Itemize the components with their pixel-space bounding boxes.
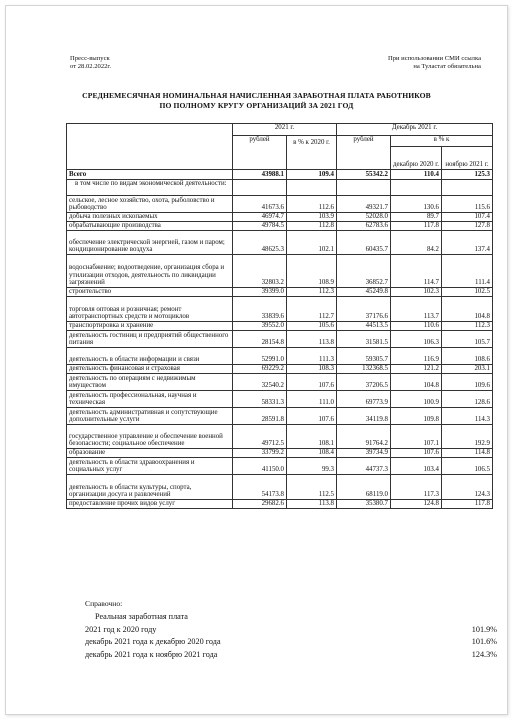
- wage-table: [66, 123, 493, 509]
- value-pct-nov2021: 124.3: [442, 475, 493, 500]
- activity-name: предоставление прочих видов услуг: [67, 500, 233, 509]
- value-rub-dec: 36852.7: [337, 255, 391, 288]
- activity-name: добыча полезных ископаемых: [67, 213, 233, 222]
- value-rub-dec: 60435.7: [337, 231, 391, 255]
- header-pct-to: в % к: [391, 136, 493, 147]
- activity-name: деятельность гостиниц и предприятий общественного питания: [67, 331, 233, 348]
- activity-name: деятельность по операциям с недвижимым имуществом: [67, 374, 233, 391]
- value-pct-dec2020: 102.3: [391, 288, 442, 297]
- value-rub-2021: 41150.0: [233, 458, 287, 475]
- value-rub-dec: 62783.6: [337, 222, 391, 231]
- media-notice: [388, 55, 481, 71]
- empty-cell: [442, 180, 493, 196]
- value-rub-dec: 68119.0: [337, 475, 391, 500]
- total-label: Всего: [67, 170, 233, 180]
- value-rub-2021: 49712.5: [233, 425, 287, 449]
- value-pct-dec2020: 124.8: [391, 500, 442, 509]
- value-pct-2020: 103.9: [287, 213, 337, 222]
- activity-name: строительство: [67, 288, 233, 297]
- table-row: [67, 425, 493, 449]
- press-release-label: Пресс-выпуск: [70, 55, 110, 62]
- table-row: [67, 391, 493, 408]
- activity-name: образование: [67, 449, 233, 458]
- value-pct-nov2021: 108.6: [442, 348, 493, 365]
- header-rubles-2021: рублей: [233, 136, 287, 170]
- value-rub-2021: 28591.8: [233, 408, 287, 425]
- table-row: [67, 222, 493, 231]
- reference-line-text: 2021 год к 2020 году: [85, 624, 157, 634]
- press-release-date: от 28.02.2022г.: [70, 63, 112, 71]
- value-pct-2020: 99.3: [287, 458, 337, 475]
- total-rub-dec: 55342.2: [337, 170, 391, 180]
- value-pct-dec2020: 104.8: [391, 374, 442, 391]
- value-rub-2021: 54173.8: [233, 475, 287, 500]
- reference-block: [85, 599, 497, 661]
- title-line1: СРЕДНЕМЕСЯЧНАЯ НОМИНАЛЬНАЯ НАЧИСЛЕННАЯ ЗАРАБОТНАЯ ПЛАТА РАБОТНИКОВ: [82, 91, 431, 100]
- value-rub-2021: 58331.3: [233, 391, 287, 408]
- value-pct-2020: 113.8: [287, 331, 337, 348]
- table-row: [67, 408, 493, 425]
- header-blank-cell: [67, 124, 233, 170]
- value-pct-2020: 108.9: [287, 255, 337, 288]
- table-row: [67, 322, 493, 331]
- subheading-row: [67, 180, 493, 196]
- value-pct-2020: 107.6: [287, 374, 337, 391]
- table-row: [67, 374, 493, 391]
- total-pct-nov2021: 125.3: [442, 170, 493, 180]
- reference-line-value: 124.3%: [471, 649, 497, 659]
- media-notice-line1: При использовании СМИ ссылка: [387, 55, 481, 62]
- header-rubles-dec: рублей: [337, 136, 391, 170]
- activity-name: торговля оптовая и розничная; ремонт автотранспортных средств и мотоциклов: [67, 297, 233, 322]
- value-pct-nov2021: 109.6: [442, 374, 493, 391]
- value-pct-dec2020: 100.9: [391, 391, 442, 408]
- table-row: [67, 348, 493, 365]
- value-pct-nov2021: 112.3: [442, 322, 493, 331]
- value-rub-2021: 29682.6: [233, 500, 287, 509]
- value-rub-dec: 59305.7: [337, 348, 391, 365]
- value-rub-dec: 34119.8: [337, 408, 391, 425]
- value-pct-2020: 108.1: [287, 425, 337, 449]
- header-dec-2020: декабрю 2020 г.: [391, 147, 442, 170]
- empty-cell: [233, 180, 287, 196]
- value-pct-2020: 102.1: [287, 231, 337, 255]
- empty-cell: [391, 180, 442, 196]
- value-rub-2021: 46974.7: [233, 213, 287, 222]
- value-rub-2021: 41673.6: [233, 196, 287, 213]
- value-pct-nov2021: 114.3: [442, 408, 493, 425]
- value-pct-dec2020: 84.2: [391, 231, 442, 255]
- value-rub-dec: 44513.5: [337, 322, 391, 331]
- table-row: [67, 288, 493, 297]
- value-pct-nov2021: 114.8: [442, 449, 493, 458]
- value-rub-dec: 49321.7: [337, 196, 391, 213]
- reference-label: Справочно:: [85, 599, 123, 608]
- value-rub-dec: 35380.7: [337, 500, 391, 509]
- value-pct-dec2020: 130.6: [391, 196, 442, 213]
- value-rub-dec: 69773.9: [337, 391, 391, 408]
- value-rub-2021: 39399.0: [233, 288, 287, 297]
- table-row: [67, 331, 493, 348]
- value-pct-2020: 105.6: [287, 322, 337, 331]
- reference-line-1: [85, 624, 497, 637]
- reference-line-value: 101.6%: [471, 637, 497, 646]
- media-notice-line2: на Туластат обязательна: [413, 63, 481, 71]
- value-pct-dec2020: 113.7: [391, 297, 442, 322]
- value-pct-2020: 108.3: [287, 365, 337, 374]
- activity-name: деятельность в области здравоохранения и социальных услуг: [67, 458, 233, 475]
- value-pct-2020: 112.6: [287, 196, 337, 213]
- value-pct-nov2021: 137.4: [442, 231, 493, 255]
- total-pct-dec2020: 110.4: [391, 170, 442, 180]
- value-pct-dec2020: 107.6: [391, 449, 442, 458]
- value-rub-dec: 52028.0: [337, 213, 391, 222]
- header-pct-2020: в % к 2020 г.: [287, 136, 337, 170]
- table-row: [67, 297, 493, 322]
- title-line2: ПО ПОЛНОМУ КРУГУ ОРГАНИЗАЦИЙ ЗА 2021 ГОД: [159, 101, 354, 110]
- activity-name: деятельность финансовая и страховая: [67, 365, 233, 374]
- value-rub-dec: 91764.2: [337, 425, 391, 449]
- value-rub-dec: 132368.5: [337, 365, 391, 374]
- total-rub-2021: 43988.1: [233, 170, 287, 180]
- empty-cell: [337, 180, 391, 196]
- activity-name: обеспечение электрической энергией, газом и паром; кондиционирование воздуха: [67, 231, 233, 255]
- value-rub-2021: 39552.0: [233, 322, 287, 331]
- value-rub-2021: 32540.2: [233, 374, 287, 391]
- value-rub-dec: 39734.9: [337, 449, 391, 458]
- header-nov-2021: ноябрю 2021 г.: [442, 147, 493, 170]
- header-december-2021: Декабрь 2021 г.: [337, 124, 493, 136]
- value-pct-dec2020: 121.2: [391, 365, 442, 374]
- table-row: [67, 365, 493, 374]
- value-pct-2020: 112.5: [287, 475, 337, 500]
- value-pct-dec2020: 117.3: [391, 475, 442, 500]
- table-row: [67, 500, 493, 509]
- value-rub-2021: 28154.8: [233, 331, 287, 348]
- activity-name: транспортировка и хранение: [67, 322, 233, 331]
- activity-name: деятельность в области культуры, спорта, организации досуга и развлечений: [67, 475, 233, 500]
- value-pct-dec2020: 89.7: [391, 213, 442, 222]
- value-pct-nov2021: 105.7: [442, 331, 493, 348]
- table-row: [67, 196, 493, 213]
- value-pct-nov2021: 104.8: [442, 297, 493, 322]
- value-pct-2020: 112.8: [287, 222, 337, 231]
- value-pct-dec2020: 114.7: [391, 255, 442, 288]
- value-rub-dec: 31581.5: [337, 331, 391, 348]
- value-rub-2021: 52991.0: [233, 348, 287, 365]
- total-pct-2020: 109.4: [287, 170, 337, 180]
- value-rub-2021: 33799.2: [233, 449, 287, 458]
- value-pct-nov2021: 117.8: [442, 500, 493, 509]
- value-rub-dec: 45249.8: [337, 288, 391, 297]
- table-row: [67, 449, 493, 458]
- value-rub-2021: 49784.5: [233, 222, 287, 231]
- table-row: [67, 213, 493, 222]
- value-rub-dec: 44737.3: [337, 458, 391, 475]
- reference-line-text: декабрь 2021 года к ноябрю 2021 года: [85, 649, 218, 659]
- empty-cell: [287, 180, 337, 196]
- reference-line-value: 101.9%: [471, 624, 497, 634]
- value-pct-dec2020: 106.3: [391, 331, 442, 348]
- reference-line-2: [85, 636, 497, 649]
- value-pct-2020: 112.3: [287, 288, 337, 297]
- value-pct-nov2021: 192.9: [442, 425, 493, 449]
- activity-name: обрабатывающие производства: [67, 222, 233, 231]
- subheading-label: в том числе по видам экономической деятельности:: [67, 180, 233, 196]
- table-row: [67, 475, 493, 500]
- value-pct-dec2020: 107.1: [391, 425, 442, 449]
- value-rub-2021: 32803.2: [233, 255, 287, 288]
- value-rub-dec: 37176.6: [337, 297, 391, 322]
- value-rub-2021: 69229.2: [233, 365, 287, 374]
- reference-line-3: [85, 649, 497, 662]
- activity-name: водоснабжение; водоотведение, организация сбора и утилизации отходов, деятельность по ликвидации загрязнений: [67, 255, 233, 288]
- value-pct-dec2020: 117.8: [391, 222, 442, 231]
- activity-name: деятельность профессиональная, научная и техническая: [67, 391, 233, 408]
- document-page: [5, 5, 508, 715]
- activity-name: деятельность административная и сопутствующие дополнительные услуги: [67, 408, 233, 425]
- header-year-2021: 2021 г.: [233, 124, 337, 136]
- value-pct-2020: 112.7: [287, 297, 337, 322]
- table-row: [67, 255, 493, 288]
- value-pct-2020: 107.6: [287, 408, 337, 425]
- table-row: [67, 231, 493, 255]
- value-rub-dec: 37206.5: [337, 374, 391, 391]
- reference-line-text: декабрь 2021 года к декабрю 2020 года: [85, 637, 221, 646]
- value-pct-nov2021: 102.5: [442, 288, 493, 297]
- value-pct-nov2021: 203.1: [442, 365, 493, 374]
- activity-name: государственное управление и обеспечение военной безопасности; социальное обеспечение: [67, 425, 233, 449]
- value-pct-nov2021: 115.6: [442, 196, 493, 213]
- table-row: [67, 458, 493, 475]
- value-pct-dec2020: 110.6: [391, 322, 442, 331]
- value-pct-2020: 108.4: [287, 449, 337, 458]
- value-pct-2020: 113.8: [287, 500, 337, 509]
- value-pct-dec2020: 103.4: [391, 458, 442, 475]
- value-pct-nov2021: 107.4: [442, 213, 493, 222]
- value-rub-2021: 48625.3: [233, 231, 287, 255]
- value-pct-nov2021: 111.4: [442, 255, 493, 288]
- value-pct-dec2020: 116.9: [391, 348, 442, 365]
- value-pct-nov2021: 127.8: [442, 222, 493, 231]
- value-pct-dec2020: 109.8: [391, 408, 442, 425]
- value-pct-2020: 111.0: [287, 391, 337, 408]
- value-rub-2021: 33839.6: [233, 297, 287, 322]
- total-row: [67, 170, 493, 180]
- reference-subtitle: Реальная заработная плата: [95, 612, 188, 621]
- document-title: [46, 91, 467, 111]
- value-pct-nov2021: 128.6: [442, 391, 493, 408]
- activity-name: деятельность в области информации и связи: [67, 348, 233, 365]
- value-pct-2020: 111.3: [287, 348, 337, 365]
- value-pct-nov2021: 106.5: [442, 458, 493, 475]
- activity-name: сельское, лесное хозяйство, охота, рыболовство и рыбоводство: [67, 196, 233, 213]
- press-release-header: [70, 55, 111, 71]
